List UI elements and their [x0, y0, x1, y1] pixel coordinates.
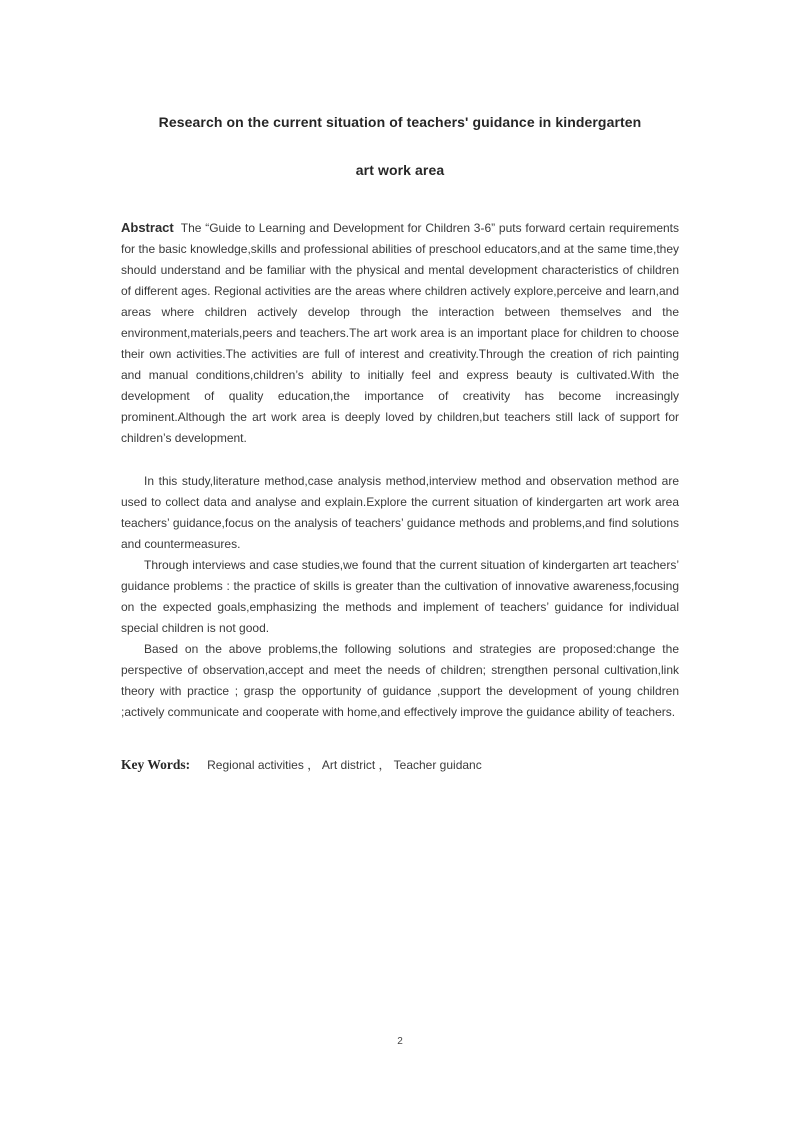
- page-content: [121, 0, 679, 773]
- keywords-label: Key Words:: [121, 757, 191, 772]
- keywords-row: [121, 756, 679, 773]
- paragraph-solutions: Based on the above problems,the following solutions and strategies are proposed:change the perspective of observation,accept and meet the needs of children; strengthen personal cultivation,link theory with practice ; grasp the opportunity of guidance ,support the development of young children ;actively communicate and cooperate with home,and effectively improve the guidance ability of teachers.: [121, 642, 679, 719]
- keywords-list: Regional activities ， Art district ， Teacher guidanc: [207, 758, 482, 772]
- abstract-label: Abstract: [121, 220, 174, 235]
- page-number: 2: [397, 1036, 403, 1047]
- paragraph-findings: Through interviews and case studies,we found that the current situation of kindergarten art teachers’ guidance problems : the practice of skills is greater than the cultivation of innovative awareness,focusing on the expected goals,emphasizing the methods and implement of teachers’ guidance for individual special children is not good.: [121, 558, 679, 635]
- abstract-text: The “Guide to Learning and Development for Children 3-6” puts forward certain requirements for the basic knowledge,skills and professional abilities of preschool educators,and at the same time,they should understand and be familiar with the physical and mental development characteristics of children of different ages. Regional activities are the areas where children actively explore,perceive and learn,and areas where children actively develop through the interaction between themselves and the environment,materials,peers and teachers.The art work area is an important place for children to choose their own activities.The activities are full of interest and creativity.Through the creation of rich painting and manual conditions,children’s ability to initially feel and express beauty is cultivated.With the development of quality education,the importance of creativity has become increasingly prominent.Although the art work area is deeply loved by children,but teachers still lack of support for children’s development.: [121, 221, 679, 445]
- abstract-paragraph: [121, 217, 679, 449]
- abstract-section: [121, 217, 679, 723]
- paper-title-line1: Research on the current situation of teachers' guidance in kindergarten: [158, 114, 642, 130]
- paper-title-line2: art work area: [355, 162, 445, 178]
- paragraph-methods: In this study,literature method,case analysis method,interview method and observation method are used to collect data and analyse and explain.Explore the current situation of kindergarten art work area teachers’ guidance,focus on the analysis of teachers’ guidance methods and problems,and find solutions and countermeasures.: [121, 474, 679, 551]
